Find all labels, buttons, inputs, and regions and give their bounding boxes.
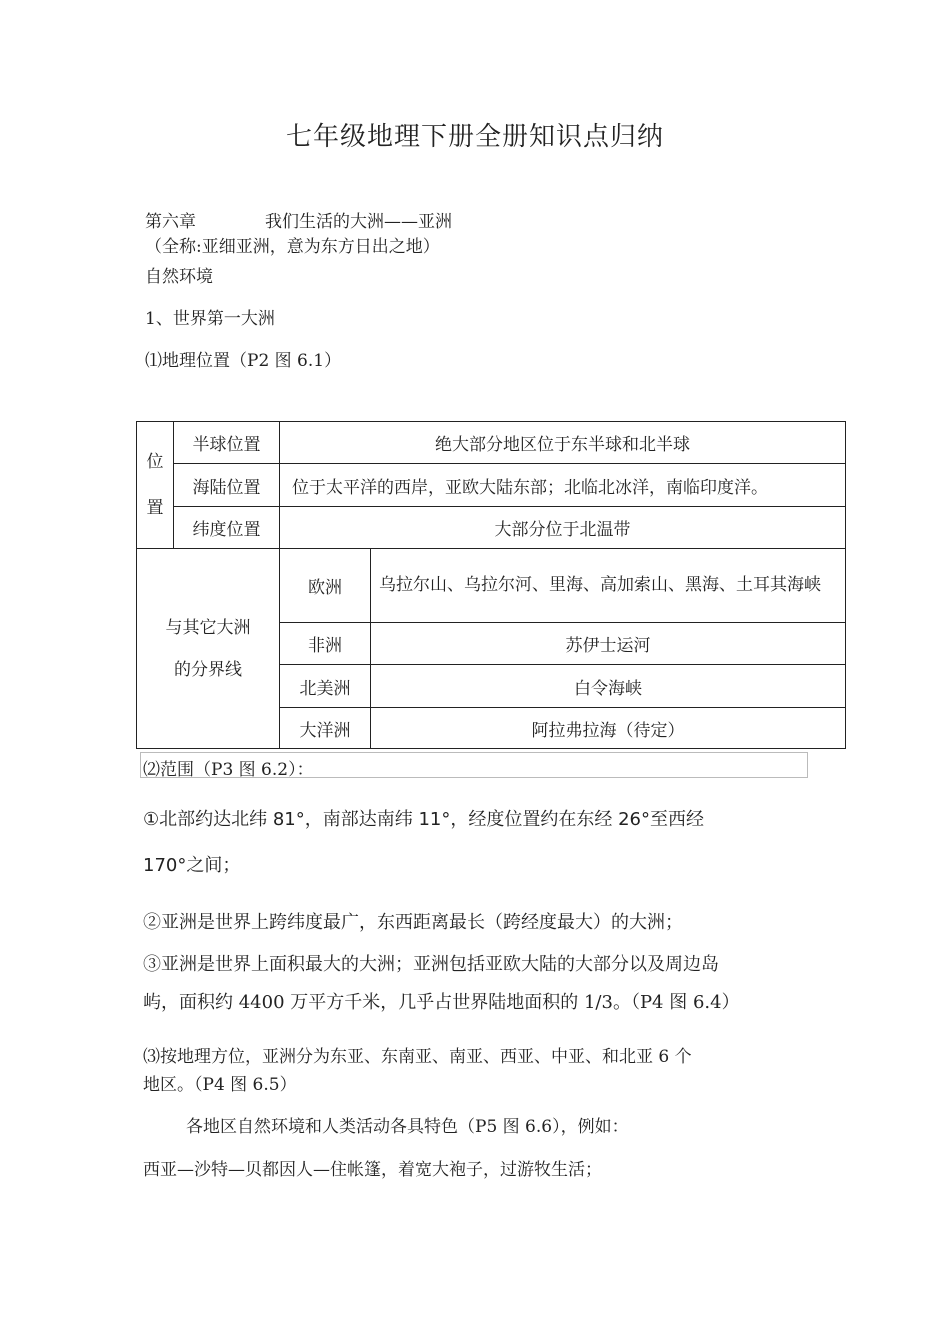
continent-name: 非洲 bbox=[280, 623, 371, 665]
continent-name: 大洋洲 bbox=[280, 708, 371, 749]
position-label-cell bbox=[137, 422, 174, 549]
boundary-value: 乌拉尔山、乌拉尔河、里海、高加索山、黑海、土耳其海峡 bbox=[371, 549, 846, 623]
continent-name: 北美洲 bbox=[280, 665, 371, 708]
boundary-value: 苏伊士运河 bbox=[371, 623, 846, 665]
chapter-name: 我们生活的大洲——亚洲 bbox=[265, 212, 452, 232]
subheading-range: ⑵范围（P3 图 6.2）： bbox=[143, 760, 314, 780]
heading-1: 1、世界第一大洲 bbox=[145, 309, 275, 329]
paragraph-3-line-2: 屿，面积约 4400 万平方千米，几乎占世界陆地面积的 1/3。（P4 图 6.4） bbox=[143, 992, 740, 1013]
chapter-number: 第六章 bbox=[145, 212, 196, 232]
fullname-note: （全称:亚细亚洲，意为东方日出之地） bbox=[145, 237, 440, 257]
boundary-label-cell bbox=[137, 549, 280, 749]
row-label: 纬度位置 bbox=[174, 507, 280, 549]
row-label: 半球位置 bbox=[174, 422, 280, 464]
table-row bbox=[137, 507, 846, 549]
table-row bbox=[137, 464, 846, 507]
paragraph-1-line-1: ①北部约达北纬 81°，南部达南纬 11°，经度位置约在东经 26°至西经 bbox=[143, 809, 705, 830]
section-heading: 自然环境 bbox=[145, 267, 213, 287]
asia-geo-table bbox=[136, 421, 846, 749]
boundary-label-line1: 与其它大洲 bbox=[165, 617, 251, 638]
row-value: 位于太平洋的西岸，亚欧大陆东部；北临北冰洋，南临印度洋。 bbox=[280, 464, 846, 507]
page-title: 七年级地理下册全册知识点归纳 bbox=[285, 122, 664, 152]
position-label-bottom: 置 bbox=[146, 498, 164, 518]
continent-name: 欧洲 bbox=[280, 549, 371, 623]
row-value: 大部分位于北温带 bbox=[280, 507, 846, 549]
row-label: 海陆位置 bbox=[174, 464, 280, 507]
boundary-value: 白令海峡 bbox=[371, 665, 846, 708]
position-label-top: 位 bbox=[146, 452, 164, 472]
paragraph-5: 西亚—沙特—贝都因人—住帐篷，着宽大袍子，过游牧生活； bbox=[143, 1160, 602, 1180]
table-row bbox=[137, 549, 846, 623]
boundary-label-line2: 的分界线 bbox=[174, 659, 242, 680]
paragraph-1-line-2: 170°之间； bbox=[143, 855, 241, 876]
subheading-regions-line-1: ⑶按地理方位，亚洲分为东亚、东南亚、南亚、西亚、中亚、和北亚 6 个 bbox=[143, 1047, 692, 1067]
paragraph-3-line-1: ③亚洲是世界上面积最大的大洲；亚洲包括亚欧大陆的大部分以及周边岛 bbox=[143, 954, 719, 975]
subheading-location: ⑴地理位置（P2 图 6.1） bbox=[145, 351, 342, 371]
row-value: 绝大部分地区位于东半球和北半球 bbox=[280, 422, 846, 464]
paragraph-4: 各地区自然环境和人类活动各具特色（P5 图 6.6），例如： bbox=[186, 1117, 629, 1137]
subheading-regions-line-2: 地区。（P4 图 6.5） bbox=[143, 1075, 297, 1095]
boundary-value: 阿拉弗拉海（待定） bbox=[371, 708, 846, 749]
table-row bbox=[137, 422, 846, 464]
paragraph-2: ②亚洲是世界上跨纬度最广，东西距离最长（跨经度最大）的大洲； bbox=[143, 912, 683, 933]
